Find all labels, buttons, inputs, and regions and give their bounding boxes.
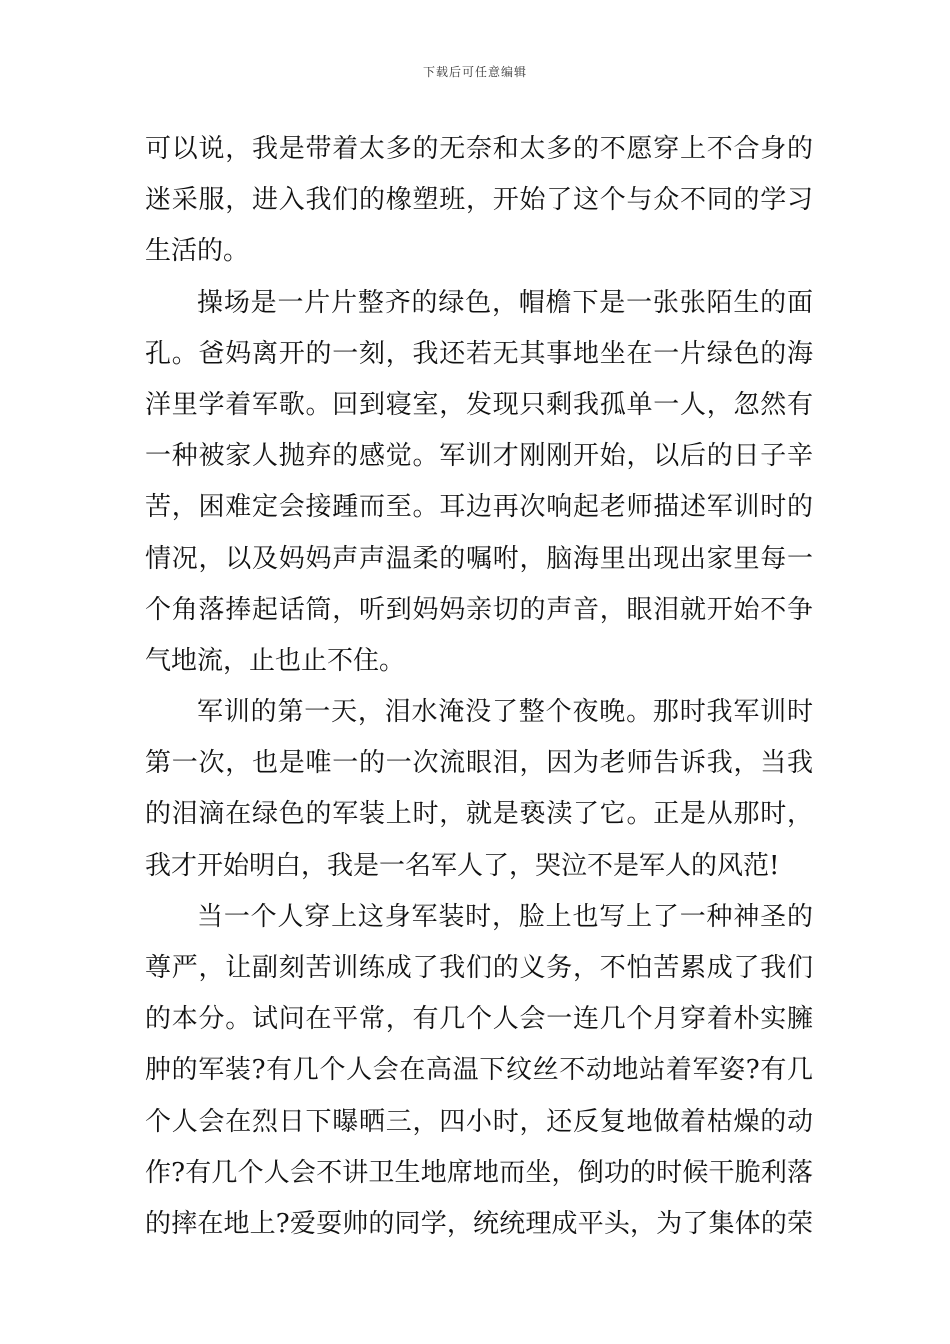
paragraph-4-line-7: 的摔在地上?爱耍帅的同学，统统理成平头，为了集体的荣 <box>145 1208 813 1239</box>
paragraph-2-line-3: 洋里学着军歌。回到寝室，发现只剩我孤单一人，忽然有 <box>145 389 813 420</box>
paragraph-1-line-2: 迷采服，进入我们的橡塑班，开始了这个与众不同的学习 <box>145 185 813 216</box>
paragraph-2-line-5: 苦，困难定会接踵而至。耳边再次响起老师描述军训时的 <box>145 492 813 523</box>
paragraph-2-line-4: 一种被家人抛弃的感觉。军训才刚刚开始，以后的日子辛 <box>145 441 813 472</box>
paragraph-4-line-1: 当一个人穿上这身军装时，脸上也写上了一种神圣的 <box>197 901 813 932</box>
paragraph-2-line-7: 个角落捧起话筒，听到妈妈亲切的声音，眼泪就开始不争 <box>145 594 813 625</box>
paragraph-3-line-2: 第一次，也是唯一的一次流眼泪，因为老师告诉我，当我 <box>145 748 813 779</box>
paragraph-4-line-2: 尊严，让副刻苦训练成了我们的义务，不怕苦累成了我们 <box>145 953 813 983</box>
paragraph-1-line-3: 生活的。 <box>145 236 250 267</box>
paragraph-2-line-2: 孔。爸妈离开的一刻，我还若无其事地坐在一片绿色的海 <box>145 338 813 369</box>
paragraph-4-line-6: 作?有几个人会不讲卫生地席地而坐，倒功的时候干脆利落 <box>145 1157 813 1188</box>
paragraph-3-line-4: 我才开始明白，我是一名军人了，哭泣不是军人的风范! <box>145 850 780 881</box>
paragraph-1-line-1: 可以说，我是带着太多的无奈和太多的不愿穿上不合身的 <box>145 134 813 164</box>
paragraph-4-line-5: 个人会在烈日下曝晒三，四小时，还反复地做着枯燥的动 <box>145 1106 813 1137</box>
paragraph-3-line-3: 的泪滴在绿色的军装上时，就是亵渎了它。正是从那时， <box>145 799 813 830</box>
paragraph-2-line-1: 操场是一片片整齐的绿色，帽檐下是一张张陌生的面 <box>197 287 813 318</box>
paragraph-2-line-6: 情况，以及妈妈声声温柔的嘱咐，脑海里出现出家里每一 <box>145 543 813 574</box>
paragraph-4-line-3: 的本分。试问在平常，有几个人会一连几个月穿着朴实臃 <box>145 1004 813 1035</box>
page-header: 下载后可任意编辑 <box>422 65 527 79</box>
paragraph-3-line-1: 军训的第一天，泪水淹没了整个夜晚。那时我军训时 <box>197 697 813 728</box>
document-body <box>145 124 813 1250</box>
paragraph-4-line-4: 肿的军装?有几个人会在高温下纹丝不动地站着军姿?有几 <box>145 1055 813 1086</box>
paragraph-2-line-8: 气地流，止也止不住。 <box>145 645 406 676</box>
